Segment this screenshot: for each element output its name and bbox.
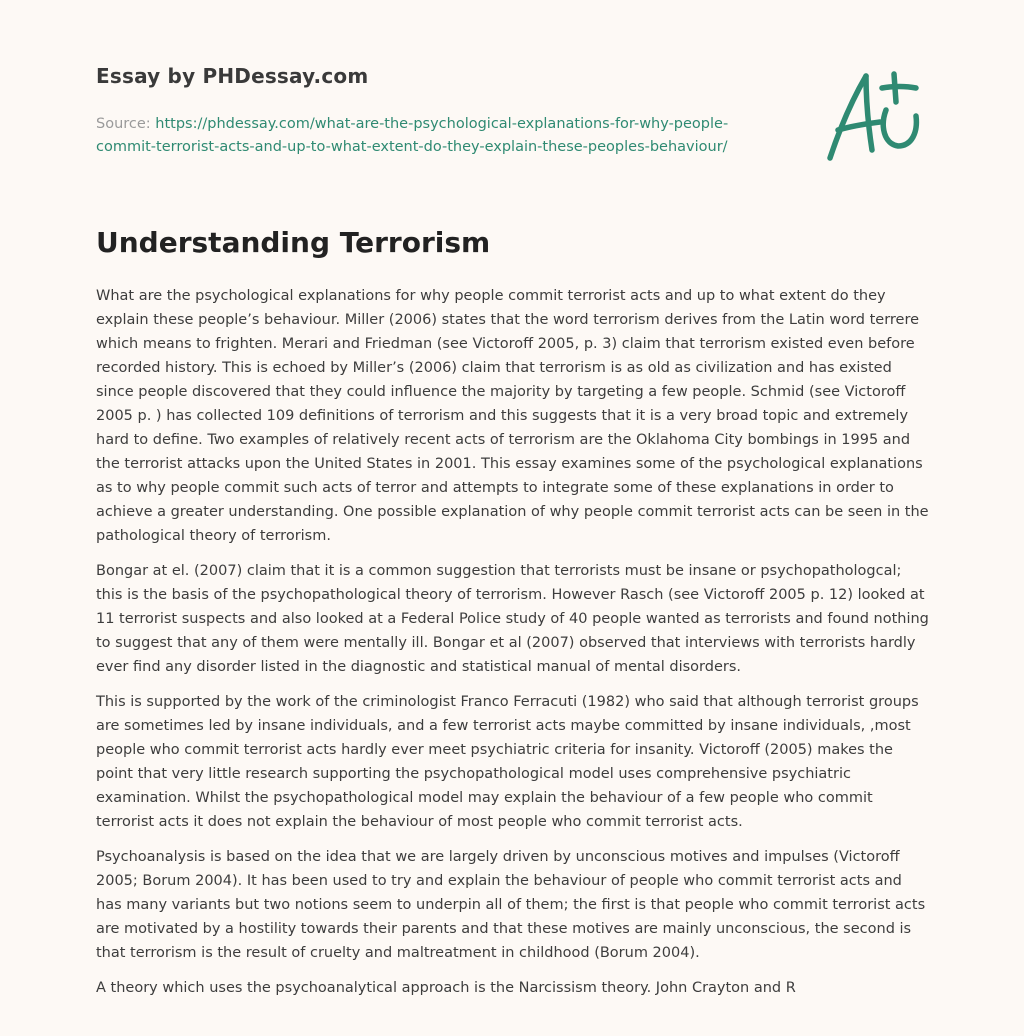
essay-paragraph: What are the psychological explanations for why people commit terrorist acts and up to what extent do they explain these people’s behaviour. Miller (2006) states that the word terrorism derives from the Latin word terrere which means to frighten. Merari and Friedman (see Victoroff 2005, p. 3) claim that terrorism existed even before recorded history. This is echoed by Miller’s (2006) claim that terrorism is as old as civilization and has existed since people discovered that they could influence the majority by targeting a few people. Schmid (see Victoroff 2005 p. ) has collected 109 definitions of terrorism and this suggests that it is a very broad topic and extremely hard to define. Two examples of relatively recent acts of terrorism are the Oklahoma City bombings in 1995 and the terrorist attacks upon the United States in 2001. This essay examines some of the psychological explanations as to why people commit such acts of terror and attempts to integrate some of these explanations in order to achieve a greater understanding. One possible explanation of why people commit terrorist acts can be seen in the pathological theory of terrorism. [96,288,929,544]
source-line [96,113,796,159]
source-label: Source: [96,116,151,132]
essay-paragraph: Bongar at el. (2007) claim that it is a common suggestion that terrorists must be insane or psychopathologcal; this is the basis of the psychopathological theory of terrorism. However Rasch (see Victoroff 2005 p. 12) looked at 11 terrorist suspects and also looked at a Federal Police study of 40 people wanted as terrorists and found nothing to suggest that any of them were mentally ill. Bongar et al (2007) observed that interviews with terrorists hardly ever find any disorder listed in the diagnostic and statistical manual of mental disorders. [96,563,929,675]
essay-paragraph: This is supported by the work of the criminologist Franco Ferracuti (1982) who said that although terrorist groups are sometimes led by insane individuals, and a few terrorist acts maybe committed by insane individuals, ,most people who commit terrorist acts hardly ever meet psychiatric criteria for insanity. Victoroff (2005) makes the point that very little research supporting the psychopathological model uses comprehensive psychiatric examination. Whilst the psychopathological model may explain the behaviour of a few people who commit terrorist acts it does not explain the behaviour of most people who commit terrorist acts. [96,694,919,830]
source-link-line2: commit-terrorist-acts-and-up-to-what-extent-do-they-explain-these-peoples-behaviour/ [96,139,728,155]
essay-paragraph: A theory which uses the psychoanalytical approach is the Narcissism theory. John Crayton and R [96,980,796,996]
essay-paragraph: Psychoanalysis is based on the idea that we are largely driven by unconscious motives and impulses (Victoroff 2005; Borum 2004). It has been used to try and explain the behaviour of people who commit terrorist acts and has many variants but two notions seem to underpin all of them; the first is that people who commit terrorist acts are motivated by a hostility towards their parents and that these motives are mainly unconscious, the second is that terrorism is the result of cruelty and maltreatment in childhood (Borum 2004). [96,849,926,961]
site-title: Essay by PHDessay.com [96,64,369,88]
a-plus-logo-svg [820,66,932,166]
essay-title: Understanding Terrorism [96,226,491,259]
source-link-line1: https://phdessay.com/what-are-the-psychological-explanations-for-why-people- [155,116,729,132]
essay-body [96,284,932,1011]
a-plus-logo-icon [820,66,932,166]
source-link[interactable] [96,116,728,155]
